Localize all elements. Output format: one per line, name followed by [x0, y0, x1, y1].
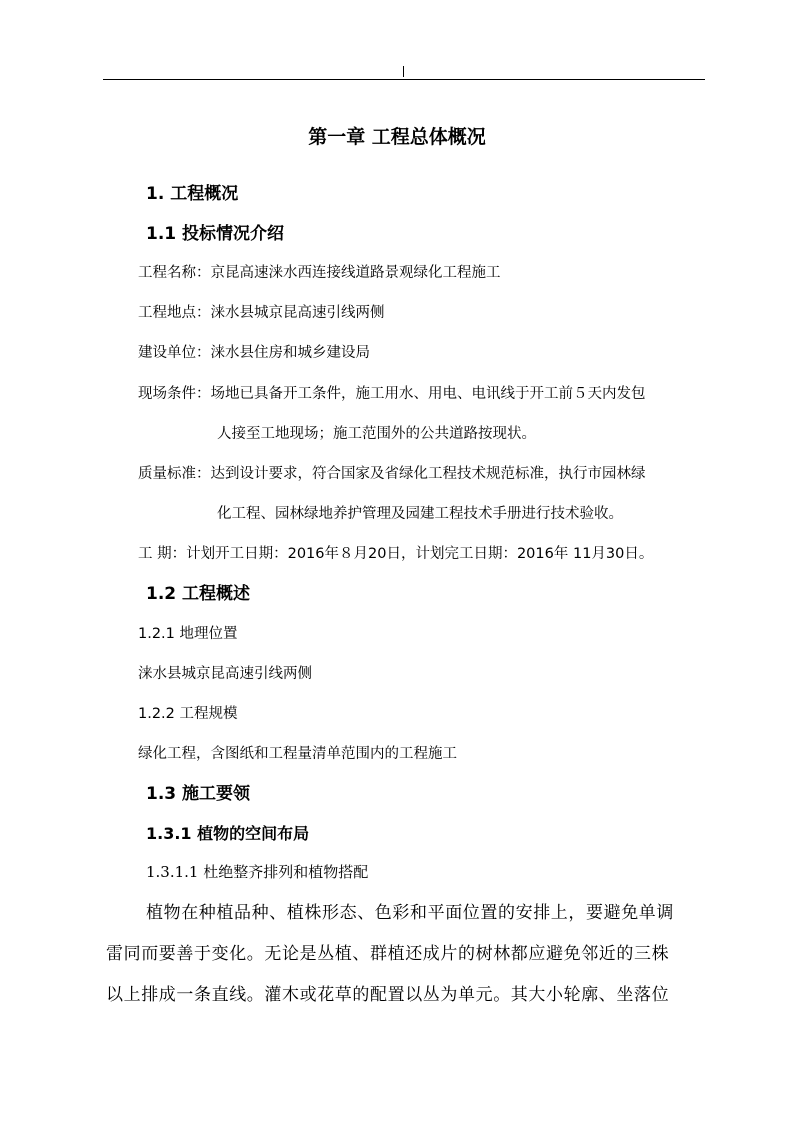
project-location: 工程地点：涞水县城京昆高速引线两侧	[138, 305, 385, 321]
section-1-2-2-heading: 1.2.2 工程规模	[138, 706, 238, 722]
header-rule	[103, 79, 705, 80]
scale-text: 绿化工程，含图纸和工程量清单范围内的工程施工	[138, 746, 457, 762]
paragraph-line-1: 植物在种植品种、植株形态、色彩和平面位置的安排上，要避免单调	[146, 903, 674, 923]
quality-standard-line-2: 化工程、园林绿地养护管理及园建工程技术手册进行技术验收。	[217, 506, 623, 522]
location-text: 涞水县城京昆高速引线两侧	[138, 666, 312, 682]
section-1-3-1-heading: 1.3.1 植物的空间布局	[146, 824, 310, 843]
site-conditions-line-2: 人接至工地现场；施工范围外的公共道路按现状。	[217, 426, 536, 442]
section-1-2-1-heading: 1.2.1 地理位置	[138, 626, 238, 642]
section-1-2-heading: 1.2 工程概述	[146, 584, 251, 604]
paragraph-line-3: 以上排成一条直线。灌木或花草的配置以丛为单元。其大小轮廓、坐落位	[106, 985, 670, 1005]
site-conditions-line-1: 现场条件：场地已具备开工条件，施工用水、用电、电讯线于开工前５天内发包	[138, 386, 646, 402]
project-name: 工程名称：京昆高速涞水西连接线道路景观绿化工程施工	[138, 265, 501, 281]
schedule: 工 期：计划开工日期：2016年８月20日，计划完工日期：2016年 11月30日。	[138, 546, 654, 562]
chapter-title: 第一章 工程总体概况	[308, 126, 486, 148]
section-1-heading: 1. 工程概况	[146, 184, 239, 204]
section-1-3-heading: 1.3 施工要领	[146, 784, 251, 804]
quality-standard-line-1: 质量标准：达到设计要求，符合国家及省绿化工程技术规范标准，执行市园林绿	[138, 466, 646, 482]
owner: 建设单位：涞水县住房和城乡建设局	[138, 345, 370, 361]
section-1-1-heading: 1.1 投标情况介绍	[146, 224, 285, 244]
paragraph-line-2: 雷同而要善于变化。无论是丛植、群植还成片的树林都应避免邻近的三株	[106, 944, 670, 964]
header-mark	[403, 66, 404, 77]
section-1-3-1-1-heading: 1.3.1.1 杜绝整齐排列和植物搭配	[146, 863, 369, 881]
